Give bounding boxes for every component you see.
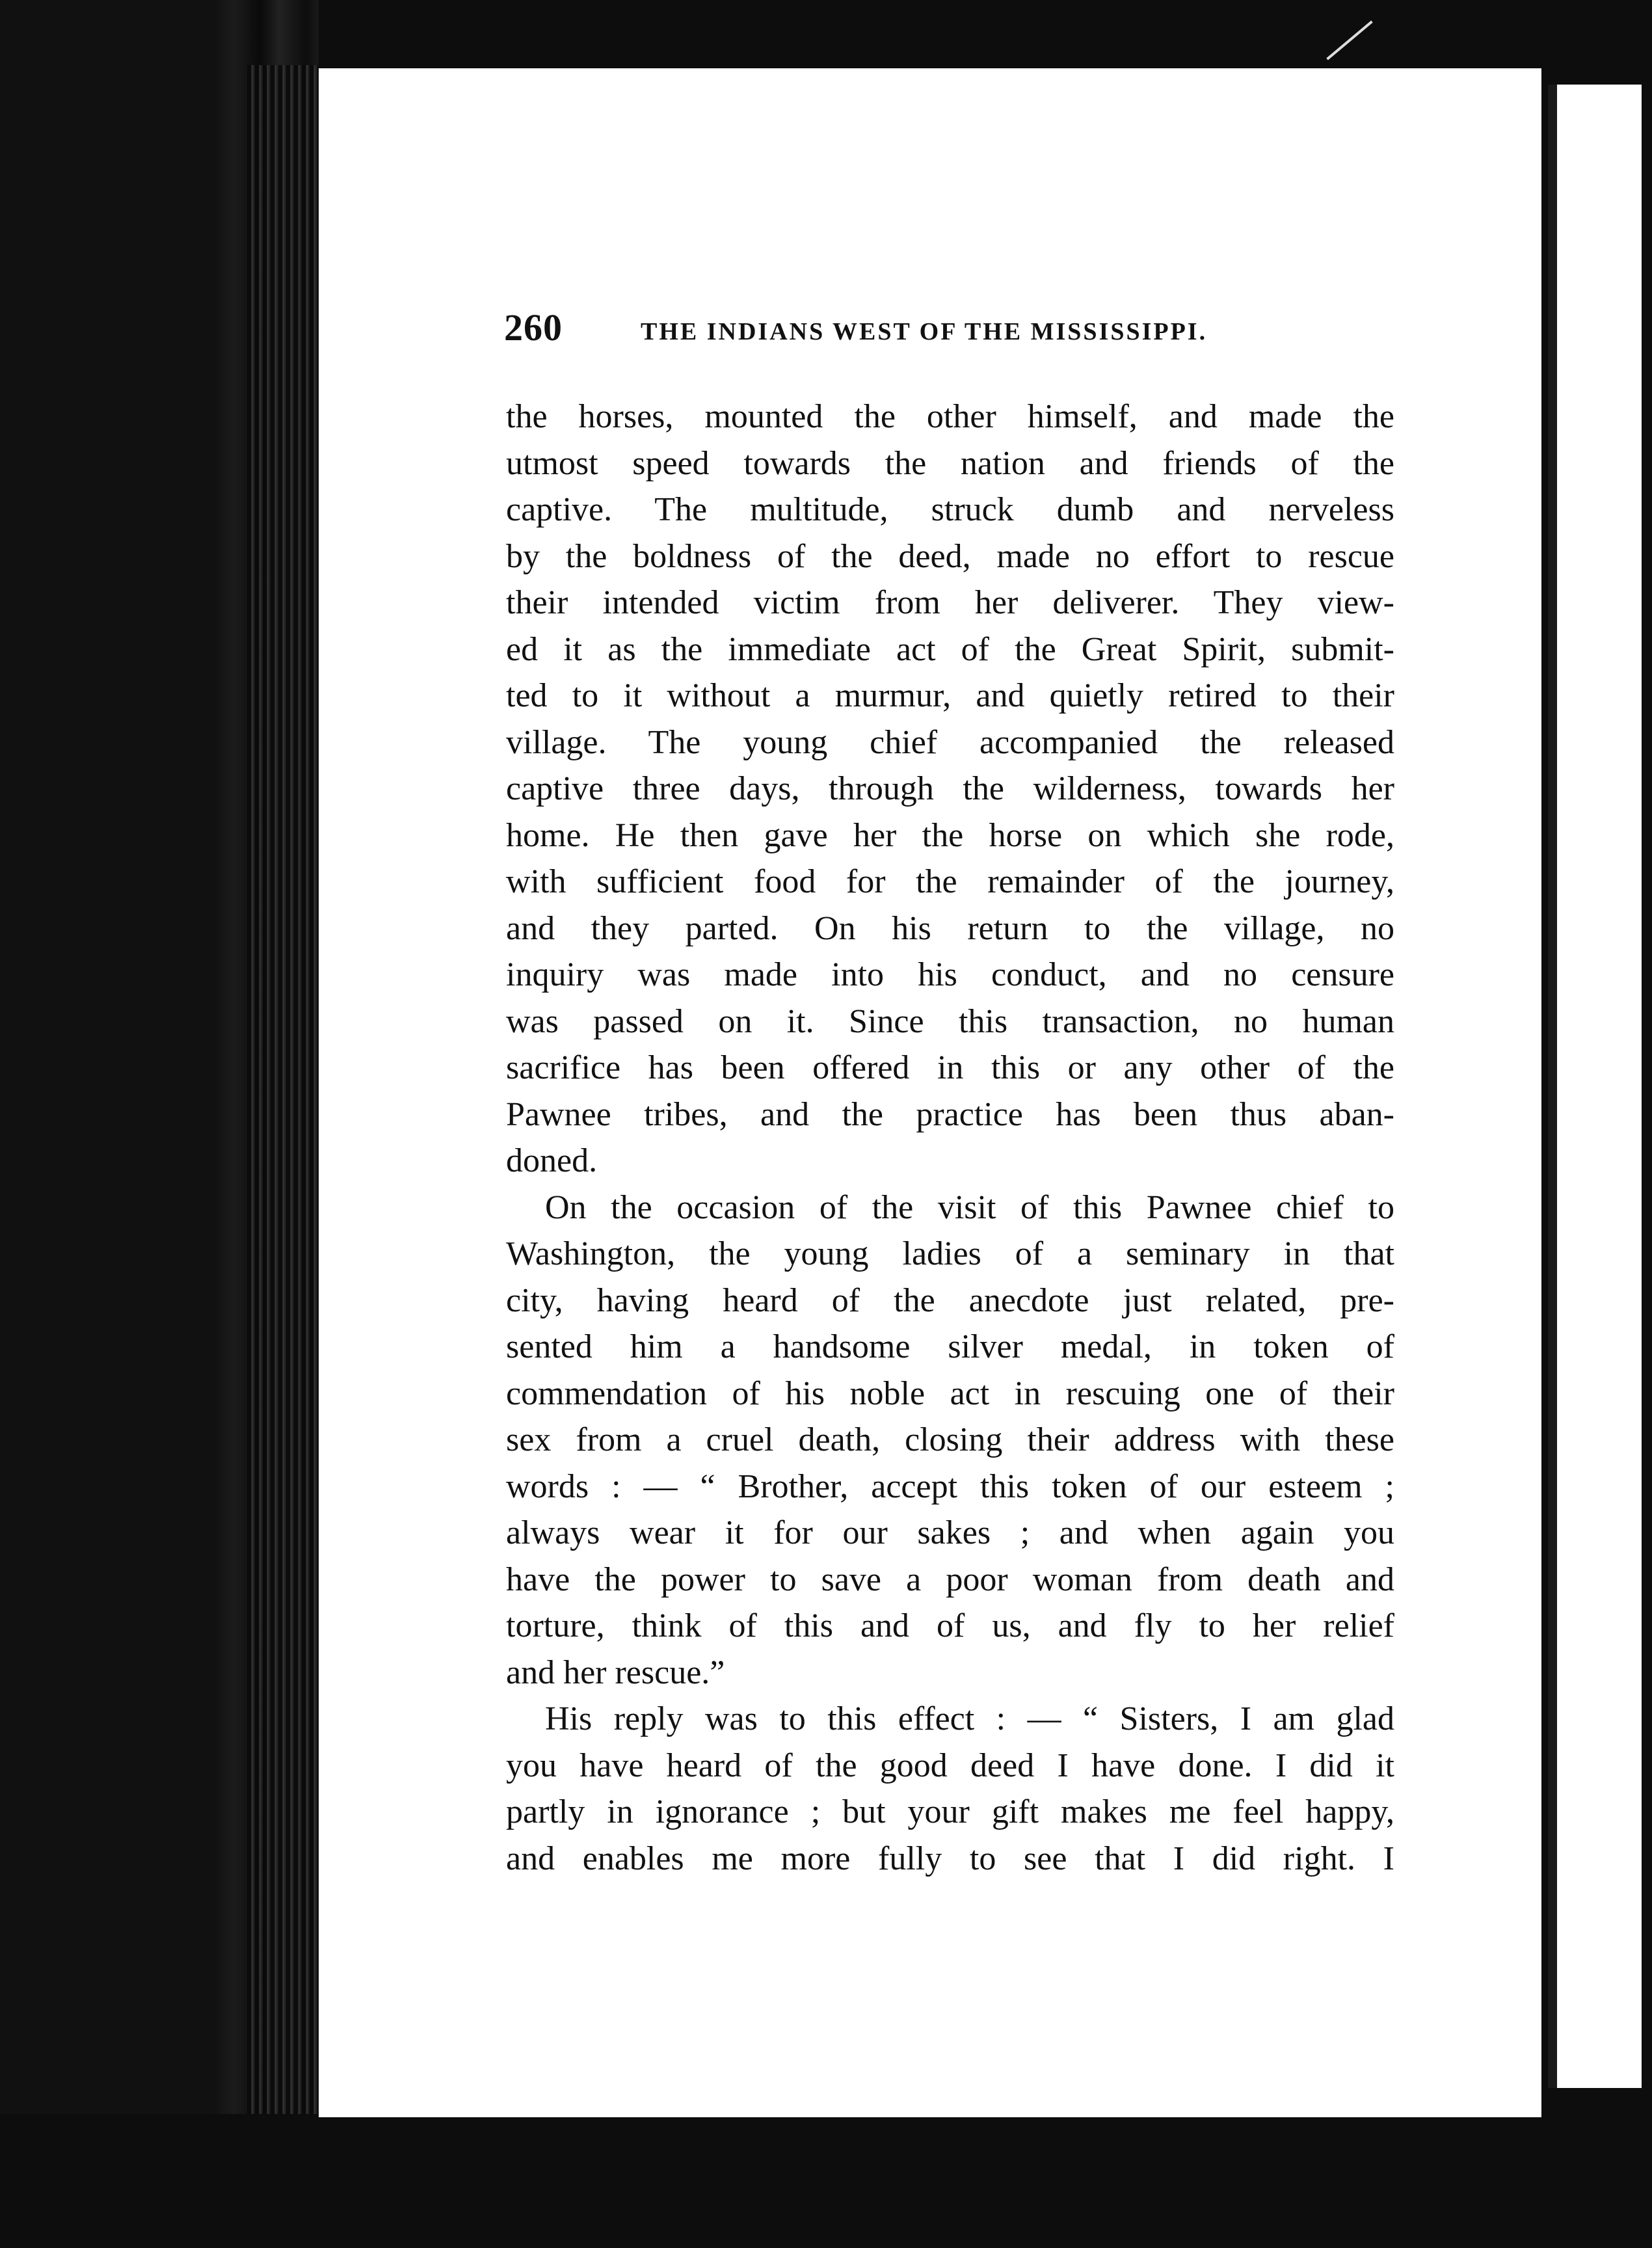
- text-line: sented him a handsome silver medal, in token of: [506, 1328, 1394, 1365]
- text-line: captive three days, through the wilderness, towards her: [506, 770, 1394, 807]
- text-line: sacrifice has been offered in this or any other of the: [506, 1049, 1394, 1086]
- text-line: was passed on it. Since this transaction, no human: [506, 1002, 1394, 1040]
- text-line: their intended victim from her deliverer. They view-: [506, 584, 1394, 621]
- scan-border-bottom: [0, 2114, 1652, 2248]
- text-line: Washington, the young ladies of a seminary in that: [506, 1235, 1394, 1272]
- text-line: always wear it for our sakes ; and when again you: [506, 1514, 1394, 1551]
- text-line: and they parted. On his return to the village, no: [506, 909, 1394, 947]
- text-line: inquiry was made into his conduct, and no censure: [506, 956, 1394, 993]
- text-line: torture, think of this and of us, and fly to her relief: [506, 1607, 1394, 1644]
- text-line: sex from a cruel death, closing their address with these: [506, 1421, 1394, 1458]
- text-line: His reply was to this effect : — “ Sisters, I am glad: [545, 1700, 1394, 1737]
- page-number: 260: [504, 306, 563, 349]
- text-line: ted to it without a murmur, and quietly retired to their: [506, 677, 1394, 714]
- page-header: [504, 306, 1285, 358]
- text-line: captive. The multitude, struck dumb and nerveless: [506, 491, 1394, 528]
- text-line: you have heard of the good deed I have done. I did it: [506, 1746, 1394, 1784]
- running-head: THE INDIANS WEST OF THE MISSISSIPPI.: [641, 318, 1208, 345]
- text-line: partly in ignorance ; but your gift makes me feel happy,: [506, 1793, 1394, 1830]
- text-line: ed it as the immediate act of the Great Spirit, submit-: [506, 630, 1394, 668]
- text-line: city, having heard of the anecdote just related, pre-: [506, 1281, 1394, 1319]
- text-line: and her rescue.”: [506, 1653, 725, 1691]
- body-text: [506, 394, 1394, 1882]
- text-line: home. He then gave her the horse on which she rode,: [506, 816, 1394, 854]
- text-line: Pawnee tribes, and the practice has been thus aban-: [506, 1095, 1394, 1133]
- page-edges: [247, 65, 319, 2121]
- text-line: On the occasion of the visit of this Pawnee chief to: [545, 1188, 1394, 1226]
- text-line: doned.: [506, 1142, 598, 1179]
- text-line: village. The young chief accompanied the released: [506, 723, 1394, 761]
- text-line: by the boldness of the deed, made no effort to rescue: [506, 537, 1394, 575]
- text-line: words : — “ Brother, accept this token of our esteem ;: [506, 1467, 1394, 1505]
- adjacent-page-strip: [1548, 85, 1642, 2088]
- text-line: and enables me more fully to see that I did right. I: [506, 1840, 1394, 1877]
- text-line: utmost speed towards the nation and friends of the: [506, 444, 1394, 482]
- text-line: the horses, mounted the other himself, and made the: [506, 398, 1394, 435]
- text-line: commendation of his noble act in rescuing one of their: [506, 1374, 1394, 1412]
- text-line: have the power to save a poor woman from death and: [506, 1560, 1394, 1598]
- text-line: with sufficient food for the remainder of the journey,: [506, 863, 1394, 900]
